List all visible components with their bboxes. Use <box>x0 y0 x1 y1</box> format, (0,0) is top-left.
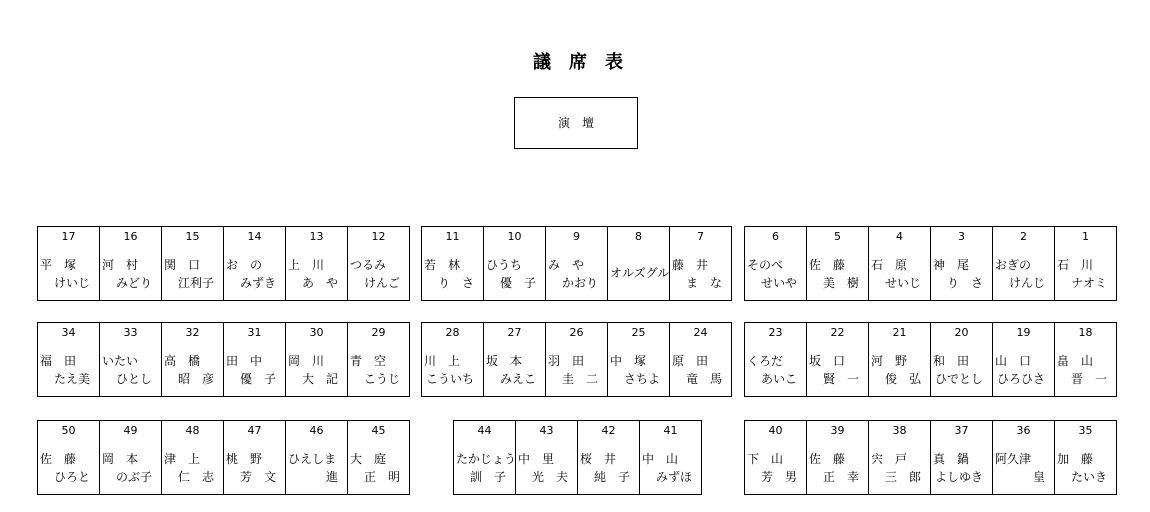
member-given-name: 訓 子 <box>469 470 506 484</box>
member-given-name: ま な <box>685 276 722 290</box>
member-given-name: 江利子 <box>177 276 214 290</box>
seat-1 <box>1055 227 1117 300</box>
member-surname: たかじょう <box>456 452 517 466</box>
seat-8 <box>608 227 670 300</box>
seat-41 <box>640 421 702 494</box>
seat-number: 33 <box>123 326 138 339</box>
seat-50 <box>38 421 100 494</box>
seat-10 <box>484 227 546 300</box>
member-given-name: せいや <box>760 276 797 290</box>
seat-number: 14 <box>247 230 262 243</box>
member-given-name: 正 幸 <box>822 470 859 484</box>
member-surname: 下 山 <box>747 452 784 466</box>
seat-38 <box>869 421 931 494</box>
seat-number: 31 <box>247 326 262 339</box>
seat-number: 19 <box>1016 326 1031 339</box>
member-given-name: ひろひさ <box>996 372 1045 386</box>
member-given-name: り さ <box>946 276 983 290</box>
seat-3 <box>931 227 993 300</box>
seat-40 <box>745 421 807 494</box>
seat-25 <box>608 323 670 396</box>
seat-30 <box>286 323 348 396</box>
seat-number: 40 <box>768 424 783 437</box>
member-surname: 畠 山 <box>1057 354 1094 368</box>
member-given-name: 大 記 <box>301 372 338 386</box>
member-surname: 高 橋 <box>164 354 201 368</box>
seat-number: 50 <box>61 424 76 437</box>
podium-box <box>514 97 638 149</box>
seat-block-left <box>37 322 410 397</box>
seat-number: 8 <box>635 230 642 243</box>
member-given-name: ひろと <box>53 470 90 484</box>
member-surname: 佐 藤 <box>809 452 846 466</box>
seat-42 <box>578 421 640 494</box>
member-given-name: 光 夫 <box>531 470 568 484</box>
seat-number: 37 <box>954 424 969 437</box>
seat-number: 17 <box>61 230 76 243</box>
seat-number: 15 <box>185 230 200 243</box>
seat-24 <box>670 323 732 396</box>
seat-number: 21 <box>892 326 907 339</box>
member-given-name: ひとし <box>115 372 152 386</box>
member-given-name: 芳 男 <box>760 470 797 484</box>
seat-number: 18 <box>1078 326 1093 339</box>
seat-number: 1 <box>1082 230 1089 243</box>
seat-23 <box>745 323 807 396</box>
member-surname: 宍 戸 <box>871 452 908 466</box>
member-given-name: 俊 弘 <box>884 372 921 386</box>
seat-block-right <box>744 420 1117 495</box>
member-given-name: ナオミ <box>1071 276 1107 290</box>
member-surname: み や <box>548 258 585 272</box>
seat-48 <box>162 421 224 494</box>
seat-number: 9 <box>573 230 580 243</box>
member-given-name: 美 樹 <box>822 276 859 290</box>
member-given-name: り さ <box>437 276 474 290</box>
member-surname: 坂 口 <box>809 354 846 368</box>
member-given-name: みどり <box>115 276 152 290</box>
member-given-name: みずほ <box>655 470 692 484</box>
seat-29 <box>348 323 410 396</box>
seat-block-center <box>421 322 732 397</box>
seat-number: 30 <box>309 326 324 339</box>
seat-32 <box>162 323 224 396</box>
seat-number: 6 <box>772 230 779 243</box>
member-surname: 岡 川 <box>288 354 325 368</box>
seat-number: 44 <box>477 424 492 437</box>
seat-number: 3 <box>958 230 965 243</box>
member-surname: 神 尾 <box>933 258 970 272</box>
seat-number: 45 <box>371 424 386 437</box>
member-surname: 山 口 <box>995 354 1032 368</box>
member-surname: 阿久津 <box>995 452 1032 466</box>
seat-11 <box>422 227 484 300</box>
member-surname: 中 里 <box>518 452 555 466</box>
seat-block-left <box>37 420 410 495</box>
member-surname: 若 林 <box>424 258 461 272</box>
member-given-name: ひでとし <box>934 372 983 386</box>
member-surname: 藤 井 <box>672 258 709 272</box>
member-surname: 佐 藤 <box>809 258 846 272</box>
member-surname: 津 上 <box>164 452 201 466</box>
member-given-name: みえこ <box>499 372 536 386</box>
seat-17 <box>38 227 100 300</box>
seat-6 <box>745 227 807 300</box>
seat-number: 34 <box>61 326 76 339</box>
member-surname: 平 塚 <box>40 258 77 272</box>
seat-number: 27 <box>507 326 522 339</box>
seat-number: 23 <box>768 326 783 339</box>
seat-number: 25 <box>631 326 646 339</box>
member-surname: お の <box>226 258 263 272</box>
seat-number: 5 <box>834 230 841 243</box>
member-surname: 和 田 <box>933 354 970 368</box>
seat-13 <box>286 227 348 300</box>
seat-15 <box>162 227 224 300</box>
member-given-name: あ や <box>301 276 338 290</box>
seat-37 <box>931 421 993 494</box>
member-given-name: こういち <box>425 372 474 386</box>
member-surname: 大 庭 <box>350 452 387 466</box>
seat-7 <box>670 227 732 300</box>
member-surname: 福 田 <box>40 354 77 368</box>
member-surname: 加 藤 <box>1057 452 1094 466</box>
member-surname: くろだ <box>747 354 784 368</box>
seat-9 <box>546 227 608 300</box>
member-surname: 桃 野 <box>226 452 263 466</box>
seat-number: 26 <box>569 326 584 339</box>
member-surname: 岡 本 <box>102 452 139 466</box>
member-given-name: 優 子 <box>499 276 536 290</box>
seat-block-center <box>453 420 702 495</box>
seat-31 <box>224 323 286 396</box>
member-given-name: みずき <box>239 276 276 290</box>
seat-number: 42 <box>601 424 616 437</box>
member-given-name: 仁 志 <box>177 470 214 484</box>
seat-19 <box>993 323 1055 396</box>
seat-number: 7 <box>697 230 704 243</box>
seat-43 <box>516 421 578 494</box>
member-given-name: せいじ <box>884 276 921 290</box>
seat-number: 48 <box>185 424 200 437</box>
member-surname: 関 口 <box>164 258 201 272</box>
seat-18 <box>1055 323 1117 396</box>
seat-number: 22 <box>830 326 845 339</box>
member-given-name: けいじ <box>53 276 90 290</box>
seat-35 <box>1055 421 1117 494</box>
member-given-name: 圭 二 <box>561 372 598 386</box>
seat-16 <box>100 227 162 300</box>
seat-number: 13 <box>309 230 324 243</box>
member-given-name: 三 郎 <box>884 470 921 484</box>
member-surname: 田 中 <box>226 354 263 368</box>
member-surname: おぎの <box>995 258 1032 272</box>
seat-46 <box>286 421 348 494</box>
member-surname: つるみ <box>350 258 387 272</box>
seat-number: 39 <box>830 424 845 437</box>
member-given-name: さちよ <box>623 372 660 386</box>
seat-36 <box>993 421 1055 494</box>
seat-block-right <box>744 226 1117 301</box>
member-surname: 河 村 <box>102 258 139 272</box>
member-surname: 河 野 <box>871 354 908 368</box>
member-surname: 佐 藤 <box>40 452 77 466</box>
member-given-name: 竜 馬 <box>685 372 722 386</box>
member-given-name: 昭 彦 <box>177 372 214 386</box>
seat-number: 49 <box>123 424 138 437</box>
member-surname: 青 空 <box>350 354 387 368</box>
member-given-name: 皇 <box>1032 470 1045 484</box>
seat-number: 36 <box>1016 424 1031 437</box>
member-surname: 中 山 <box>642 452 679 466</box>
seat-block-center <box>421 226 732 301</box>
member-surname: 桜 井 <box>580 452 617 466</box>
seat-45 <box>348 421 410 494</box>
member-surname: 羽 田 <box>548 354 585 368</box>
seat-number: 43 <box>539 424 554 437</box>
seat-34 <box>38 323 100 396</box>
seat-number: 28 <box>445 326 460 339</box>
member-given-name: たえ美 <box>53 372 90 386</box>
seat-number: 20 <box>954 326 969 339</box>
seat-number: 2 <box>1020 230 1027 243</box>
seat-12 <box>348 227 410 300</box>
seat-row-front <box>0 226 1150 301</box>
member-surname: 上 川 <box>288 258 325 272</box>
member-given-name: けんご <box>363 276 400 290</box>
member-surname: ひうち <box>486 258 523 272</box>
member-surname: 川 上 <box>424 354 461 368</box>
seat-block-right <box>744 322 1117 397</box>
member-surname: 原 田 <box>672 354 709 368</box>
member-surname: 真 鍋 <box>933 452 970 466</box>
seat-49 <box>100 421 162 494</box>
member-given-name: あいこ <box>760 372 797 386</box>
member-given-name: たいき <box>1070 470 1107 484</box>
seat-number: 24 <box>693 326 708 339</box>
member-given-name: 進 <box>325 470 338 484</box>
page-title: 議 席 表 <box>533 52 623 73</box>
seat-44 <box>454 421 516 494</box>
seat-number: 38 <box>892 424 907 437</box>
seat-number: 29 <box>371 326 386 339</box>
member-given-name: こうじ <box>363 372 400 386</box>
member-given-name: 優 子 <box>239 372 276 386</box>
member-given-name: のぶ子 <box>115 470 152 484</box>
member-given-name: かおり <box>561 276 598 290</box>
seat-20 <box>931 323 993 396</box>
member-surname: 坂 本 <box>486 354 523 368</box>
podium-label: 演 壇 <box>557 116 594 130</box>
seat-22 <box>807 323 869 396</box>
member-given-name: 芳 文 <box>239 470 276 484</box>
member-given-name: よしゆき <box>934 470 983 484</box>
seat-number: 12 <box>371 230 386 243</box>
member-surname: 石 原 <box>871 258 908 272</box>
seat-row-back <box>0 420 1150 495</box>
member-surname: いたい <box>102 354 139 368</box>
member-surname: 中 塚 <box>610 354 647 368</box>
member-given-name: けんじ <box>1008 276 1045 290</box>
member-surname: ひえしま <box>288 452 337 466</box>
seat-number: 4 <box>896 230 903 243</box>
seat-39 <box>807 421 869 494</box>
member-surname: そのべ <box>747 258 784 272</box>
member-given-name: 純 子 <box>593 470 630 484</box>
seat-28 <box>422 323 484 396</box>
member-surname: 石 川 <box>1057 258 1094 272</box>
seat-14 <box>224 227 286 300</box>
seat-5 <box>807 227 869 300</box>
member-given-name: 賢 一 <box>822 372 859 386</box>
seat-4 <box>869 227 931 300</box>
seat-27 <box>484 323 546 396</box>
seat-number: 32 <box>185 326 200 339</box>
seat-26 <box>546 323 608 396</box>
seat-33 <box>100 323 162 396</box>
seat-47 <box>224 421 286 494</box>
seat-row-middle <box>0 322 1150 397</box>
seat-number: 46 <box>309 424 324 437</box>
seat-2 <box>993 227 1055 300</box>
member-name: オルズグル <box>610 266 670 280</box>
seat-number: 35 <box>1078 424 1093 437</box>
seat-number: 16 <box>123 230 138 243</box>
seat-number: 11 <box>445 230 460 243</box>
seat-block-left <box>37 226 410 301</box>
member-given-name: 正 明 <box>363 470 400 484</box>
seat-21 <box>869 323 931 396</box>
seat-number: 41 <box>663 424 678 437</box>
seat-number: 47 <box>247 424 262 437</box>
member-given-name: 晋 一 <box>1070 372 1107 386</box>
seat-number: 10 <box>507 230 522 243</box>
